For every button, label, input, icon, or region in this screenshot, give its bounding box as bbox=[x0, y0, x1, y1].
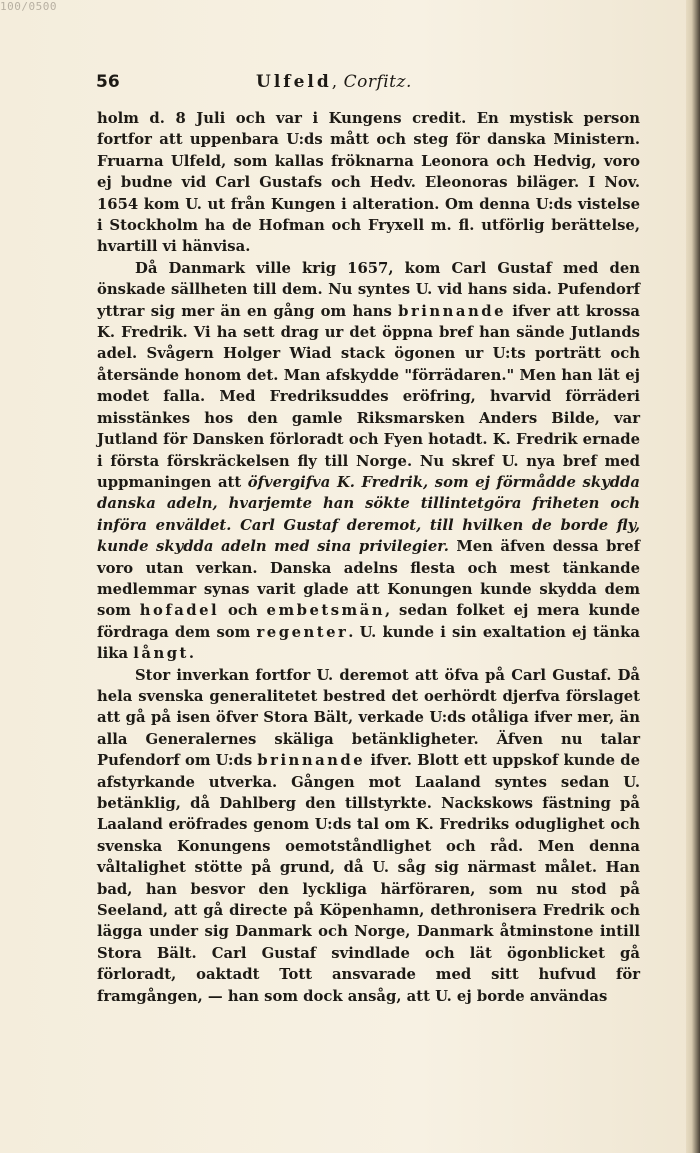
page-edge bbox=[686, 0, 700, 1153]
text-segment: Då Danmark ville krig 1657, kom Carl Gustaf med den önskade sällheten till dem. Nu syntes U. vid hans sida. Pufendorf yttrar sig mer än en gång om hans bbox=[97, 259, 640, 320]
text-segment: hofadel bbox=[139, 602, 220, 620]
text-segment: Men äfven dessa bref voro utan verkan. Danska adelns flesta och mest tänkande medlemmar synas varit glade att Konungen kunde skydda dem som bbox=[97, 538, 640, 620]
text-segment: och bbox=[219, 602, 267, 620]
text-segment: , sedan folket ej mera kunde fördraga dem som bbox=[97, 602, 640, 641]
running-title: Ulfeld, Corfitz. bbox=[256, 72, 412, 92]
text-segment: embetsmän bbox=[266, 602, 386, 620]
running-title-given-name: Corfitz. bbox=[343, 72, 412, 92]
text-segment: öfvergifva K. Fredrik, som ej förmådde skydda danska adeln, hvarjemte han sökte tillintetgöra friheten och införa enväldet. Carl Gustaf deremot, till hvilken de borde fly, kunde skydda adeln med sina privilegier. bbox=[97, 473, 640, 556]
text-segment: regenter bbox=[256, 623, 349, 641]
paragraph bbox=[97, 258, 640, 665]
text-segment: holm d. 8 Juli och var i Kungens credit. En mystisk person fortfor att uppenbara U:ds mått och steg för danska Ministern. Fruarna Ulfeld, som kallas fröknarna Leonora och Hedvig, voro ej budne vid Carl Gustafs och Hedv. Eleonoras biläger. I Nov. 1654 kom U. ut från Kungen i alteration. Om denna U:ds vistelse i Stockholm ha de Hofman och Fryxell m. fl. utförlig berättelse, hvartill vi hänvisa. bbox=[97, 110, 640, 256]
page-number: 56 bbox=[96, 72, 120, 92]
paragraph bbox=[97, 108, 640, 258]
text-segment: Stor inverkan fortfor U. deremot att öfva på Carl Gustaf. Då hela svenska generalitetet bestred det oerhördt djerfva förslaget att gå på isen öfver Stora Bält, verkade U:ds otåliga ifver mer, än alla Generalernes skäliga betänkligheter. Äfven nu talar Pufendorf om U:ds bbox=[97, 666, 640, 770]
paragraph bbox=[97, 665, 640, 1008]
running-title-surname: Ulfeld bbox=[256, 72, 332, 92]
text-segment: långt bbox=[133, 645, 189, 663]
text-segment: ifver att krossa K. Fredrik. Vi ha sett drag ur det öppna bref han sände Jutlands adel. Svågern Holger Wiad stack ögonen ur U:ts porträtt och återsände honom det. Man afskydde "förrädaren." Men han lät ej modet falla. Med Fredriksuddes eröfring, hvarvid förräderi misstänkes hos den gamle Riksmarsken Anders Bilde, var Jutland för Dansken förloradt och Fyen hotadt. K. Fredrik ernade i första förskräckelsen fly till Norge. Nu skref U. nya bref med uppmaningen att bbox=[97, 302, 640, 491]
running-head bbox=[96, 72, 656, 98]
text-segment: ifver. Blott ett uppskof kunde de afstyrkande utverka. Gången mot Laaland syntes sedan U. betänklig, då Dahlberg den tillstyrkte. Nackskows fästning på Laaland eröfrades genom U:ds tal om K. Fredriks oduglighet och svenska Konungens oemotståndlighet och råd. Men denna våltalighet stötte på grund, då U. såg sig närmast målet. Han bad, han besvor den lyckliga härföraren, som nu stod på Seeland, att gå directe på Köpenhamn, dethronisera Fredrik och lägga under sig Danmark och Norge, Danmark åtminstone intill Stora Bält. Carl Gustaf svindlade och lät ögonblicket gå förloradt, oaktadt Tott ansvarade med sitt hufvud för framgången, — han som dock ansåg, att U. ej borde användas bbox=[97, 752, 640, 1005]
scan-stamp: 100/0500 bbox=[0, 0, 57, 13]
text-segment: brinnande bbox=[398, 302, 507, 320]
text-segment: brinnande bbox=[257, 752, 366, 770]
text-segment: . bbox=[188, 645, 195, 663]
text-segment: . U. kunde i sin exaltation ej tänka lika bbox=[97, 623, 640, 663]
body-text bbox=[97, 108, 640, 1007]
